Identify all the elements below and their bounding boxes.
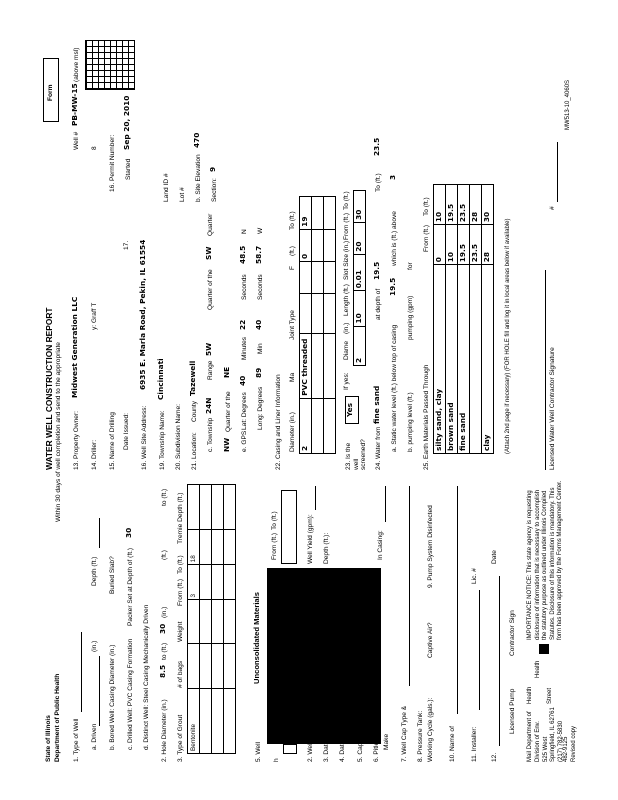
water-to-value: 23.5 bbox=[372, 137, 381, 156]
earth-materials-table bbox=[433, 184, 494, 454]
casing-cell bbox=[300, 262, 312, 294]
earth-row bbox=[482, 185, 494, 454]
north-label: N bbox=[241, 229, 248, 234]
department-label: Department of Public Health bbox=[54, 673, 61, 762]
above-msl-label: (above msl) bbox=[73, 47, 80, 82]
site-elevation-value: 470 bbox=[192, 132, 201, 148]
site-elevation-label: b. Site Elevation bbox=[195, 154, 202, 202]
form-subtitle: Within 30 days of well completion and send to the appropriate bbox=[55, 342, 62, 522]
hole-diameter-label: 2. Hole Diameter (in.) bbox=[161, 699, 168, 762]
earth-material-cell: clay bbox=[482, 265, 494, 454]
static-level-value: 19.5 bbox=[388, 277, 397, 296]
longitude-seconds: 58.7 bbox=[254, 245, 263, 264]
section-value: 9 bbox=[208, 166, 217, 172]
casing-joint-label: Joint Type bbox=[289, 310, 296, 340]
screen-cell: 30 bbox=[354, 191, 366, 223]
section-grid bbox=[85, 40, 135, 90]
pitless-label: 6. Pitless Ad bbox=[373, 725, 380, 762]
earth-materials-label: 25. Earth Materials Passed Through bbox=[423, 364, 430, 470]
earth-from-cell: 23.5 bbox=[470, 225, 482, 265]
type-of-well-label: 1. Type of Well bbox=[73, 718, 80, 762]
screen-cell: 20 bbox=[354, 222, 366, 254]
county-value: Tazewell bbox=[188, 360, 197, 396]
water-depth-value: 19.5 bbox=[372, 261, 381, 280]
latitude-minutes-label: Minutes bbox=[241, 336, 248, 360]
water-from-label: 24. Water from bbox=[375, 426, 382, 470]
unconsolidated-stub-box bbox=[283, 744, 297, 754]
casing-row bbox=[324, 197, 336, 454]
date-issued-label: Date Issued: bbox=[123, 412, 130, 450]
attach-note: (Attach 2nd page if necessary) (FOR HOLE fill and log it in local areas below if available) bbox=[505, 218, 511, 454]
latitude-seconds: 48.5 bbox=[238, 245, 247, 264]
earth-row bbox=[458, 185, 470, 454]
mail-line: (217) 782-5830 bbox=[558, 720, 565, 762]
earth-row bbox=[470, 185, 482, 454]
h-label: h bbox=[273, 758, 280, 762]
well-site-address-value: 6935 E. Marla Road, Pekin, IL 61554 bbox=[138, 239, 147, 390]
longitude-seconds-label: Seconds bbox=[257, 274, 264, 300]
township-n-value: 24N bbox=[204, 397, 213, 414]
casing-from-label: F bbox=[289, 265, 296, 270]
grout-cell bbox=[188, 643, 200, 688]
grout-row bbox=[200, 485, 212, 754]
revised-label: Revised copy bbox=[571, 725, 577, 762]
well-site-address-label: 16. Well Site Address: bbox=[141, 405, 148, 470]
uncons-to-label: To (ft.) bbox=[271, 511, 278, 530]
grout-from-label: From (ft.) bbox=[177, 578, 184, 606]
form-title: WATER WELL CONSTRUCTION REPORT bbox=[44, 307, 54, 470]
redacted-block bbox=[267, 568, 381, 744]
quarter-2-value: NE bbox=[222, 366, 231, 378]
state-label: State of Illinois bbox=[45, 715, 52, 762]
drilling-name-label: 15. Name of Drilling bbox=[109, 412, 116, 470]
driven-line bbox=[99, 656, 100, 726]
screen-row bbox=[354, 191, 366, 366]
captive-air-label: Captive Air? bbox=[427, 622, 434, 658]
casing-cell: PVC threaded bbox=[300, 334, 312, 399]
footer-code: MW513-10_4060S bbox=[565, 79, 571, 130]
screen-to-label: To (ft.) bbox=[343, 191, 350, 210]
earth-to-cell: 30 bbox=[482, 185, 494, 225]
longitude-label: Long: Degrees bbox=[257, 386, 264, 430]
license-hash-label: # bbox=[549, 206, 556, 210]
screened-value: Yes bbox=[345, 396, 359, 424]
pumping-for-label: for bbox=[407, 262, 414, 270]
latitude-minutes: 22 bbox=[238, 319, 247, 330]
casing-cell: 0 bbox=[300, 229, 312, 261]
earth-material-cell: fine sand bbox=[458, 265, 470, 454]
mail-line: Springfield, IL 62761 bbox=[550, 707, 557, 762]
subdivision-label: 20. Subdivision Name: bbox=[175, 404, 182, 470]
pump-disinfected-label: 9. Pump System Disinfected bbox=[427, 505, 434, 588]
grout-row bbox=[212, 485, 224, 754]
grout-cell: Bentonite bbox=[188, 688, 200, 753]
screen-length-label: Length (ft.) bbox=[343, 284, 350, 316]
range-label: Range bbox=[207, 360, 214, 380]
screen-in-label: (in.) bbox=[343, 322, 350, 334]
health-seal-mark bbox=[539, 644, 549, 654]
earth-row bbox=[446, 185, 458, 454]
earth-to-cell: 10 bbox=[434, 185, 446, 225]
license-number-line bbox=[557, 142, 558, 202]
grout-table bbox=[187, 484, 236, 754]
driven-in-label: (in.) bbox=[91, 640, 98, 652]
earth-material-cell: silty sand, clay bbox=[434, 265, 446, 454]
earth-from-label: From (ft.) bbox=[423, 224, 430, 252]
longitude-degrees: 89 bbox=[254, 367, 263, 378]
grout-cell bbox=[188, 600, 200, 643]
packer-set-value: 30 bbox=[124, 527, 133, 538]
earth-to-cell: 28 bbox=[470, 185, 482, 225]
casing-cell: 19 bbox=[300, 197, 312, 230]
hole-to-label: to (ft.) bbox=[161, 642, 168, 660]
well-number-value: PB-MW-15 bbox=[70, 83, 79, 126]
rotated-form-sheet bbox=[39, 30, 579, 770]
mail-address-block bbox=[527, 707, 566, 762]
grout-cell bbox=[188, 485, 200, 530]
hole-in2-label: (in.) bbox=[161, 606, 168, 618]
which-is-label: which is (ft.) above bbox=[391, 211, 398, 266]
casing-cell bbox=[300, 293, 312, 333]
casing-row bbox=[300, 197, 312, 454]
latitude-degrees: 40 bbox=[238, 375, 247, 386]
grout-row bbox=[188, 485, 200, 754]
started-label: Started bbox=[125, 158, 132, 180]
type-of-well-line bbox=[81, 632, 82, 712]
in-casing-line bbox=[385, 486, 386, 522]
gps-label: e. GPS bbox=[241, 430, 248, 452]
name-of-label: 10. Name of bbox=[449, 726, 456, 762]
drill-number-label: 8 bbox=[91, 146, 98, 150]
form-number-label: 482-9125 bbox=[563, 736, 569, 762]
pitless-model-label: Model bbox=[373, 694, 380, 712]
packer-set-label: Packer Set at Depth of (ft.) bbox=[127, 547, 134, 626]
well-cap-line bbox=[409, 486, 410, 686]
pumping-gpm-label: pumping (gpm) bbox=[407, 295, 414, 340]
in-casing-label: In Casing: bbox=[377, 530, 384, 560]
township-name-value: Cincinnati bbox=[156, 358, 165, 400]
longitude-min-label: Min bbox=[257, 343, 264, 354]
screened-label: 23. Is the well screened? bbox=[345, 439, 368, 470]
screen-cell: 10 bbox=[354, 291, 366, 326]
location-label: 21. Location: bbox=[191, 432, 198, 470]
quarter-label: Quarter bbox=[207, 213, 214, 236]
contractor-sign-label: Contractor Sign bbox=[509, 610, 516, 656]
screen-diameter-label: Diame bbox=[343, 340, 350, 360]
well-yield-label: Well Yield (gpm): bbox=[307, 514, 314, 564]
well-use-label: 2. Well Use: bbox=[307, 726, 314, 762]
earth-to-label: To (ft.) bbox=[423, 197, 430, 216]
well-yield-line bbox=[315, 486, 316, 510]
driven-depth-line bbox=[99, 518, 100, 548]
lot-label: Lot # bbox=[179, 187, 186, 202]
date-well-label: 3. Date Well bbox=[323, 726, 330, 762]
casing-info-label: 22. Casing and Liner Information bbox=[275, 374, 282, 470]
township-name-label: 19. Township Name: bbox=[159, 410, 166, 470]
hole-to-value: 30 bbox=[158, 623, 167, 634]
driller-label: 14. Driller: bbox=[91, 439, 98, 470]
grout-type-label: 3. Type of Grout bbox=[177, 714, 184, 762]
casing-cell: 2 bbox=[300, 398, 312, 453]
range-value: 5W bbox=[204, 342, 213, 356]
screen-table bbox=[353, 190, 366, 366]
installer-line bbox=[479, 590, 480, 710]
latitude-label: Lat: Degrees bbox=[241, 392, 248, 430]
casing-diameter-label: Diameter (in.) bbox=[289, 412, 296, 452]
earth-from-cell: 0 bbox=[434, 225, 446, 265]
important-notice: IMPORTANCE NOTICE: This state agency is requesting disclosure of information that is necessary to accomplish the statutory purpose as outlined under Illinois Compiled Statutes. Disclosure of this information is mandatory. This form has been approved by the Forms Management Center. bbox=[527, 480, 563, 640]
earth-row bbox=[434, 185, 446, 454]
started-value: Sep 20, 2010 bbox=[122, 95, 131, 150]
earth-material-cell bbox=[470, 265, 482, 454]
earth-to-cell: 23.5 bbox=[458, 185, 470, 225]
pressure-tank-label: 8. Pressure Tank: bbox=[417, 710, 424, 762]
contractor-signature-label: Licensed Water Well Contractor Signature bbox=[549, 347, 556, 470]
item-12-line bbox=[499, 576, 500, 746]
mail-line: 525 West bbox=[542, 736, 549, 762]
uncons-from-label: From (ft.) bbox=[271, 532, 278, 560]
screen-slot-label: Slot Size (in.) bbox=[343, 240, 350, 280]
quarter-of-label: Quarter of the bbox=[207, 269, 214, 310]
grout-row bbox=[224, 485, 236, 754]
property-owner-label: 13. Property Owner: bbox=[73, 410, 80, 470]
county-label: County bbox=[191, 401, 198, 422]
land-id-label: Land ID # bbox=[163, 173, 170, 202]
casing-row bbox=[312, 197, 324, 454]
mail-line: Mail Department of bbox=[527, 711, 533, 762]
licensed-pump-label: Licensed Pump bbox=[509, 688, 516, 734]
driller-note: y: Graff T bbox=[91, 302, 98, 330]
buried-slab-label: Buried Slab? bbox=[109, 556, 116, 594]
hole-from-label: to (ft.) bbox=[161, 488, 168, 506]
installer-lic-label: Lic. # bbox=[471, 568, 478, 584]
form-label: Form bbox=[47, 84, 54, 101]
earth-from-cell: 10 bbox=[446, 225, 458, 265]
casing-ft-label: (ft.) bbox=[289, 246, 296, 256]
well-section-label: 5. Well bbox=[255, 741, 262, 762]
which-is-value: 3 bbox=[388, 174, 397, 180]
quarter-of2-label: Quarter of the bbox=[225, 391, 232, 432]
driven-label: a. Driven bbox=[91, 723, 98, 750]
drilled-well-label: c. Drilled Well: PVC Casing Formation bbox=[127, 638, 134, 750]
property-owner-value: Midwest Generation LLC bbox=[70, 296, 79, 398]
pumping-level-label: b. pumping level (ft.) bbox=[407, 392, 414, 452]
earth-material-cell: brown sand bbox=[446, 265, 458, 454]
well-depth-label: Depth (ft.): bbox=[323, 532, 330, 564]
west-label: W bbox=[257, 227, 264, 234]
form-label-box bbox=[43, 58, 59, 122]
pitless-make-label: Make bbox=[383, 733, 390, 750]
name-of-line bbox=[457, 486, 458, 714]
longitude-minutes: 40 bbox=[254, 319, 263, 330]
grout-tremie-label: Tremie Depth (ft.) bbox=[177, 492, 184, 544]
unconsolidated-heading: Unconsolidated Materials bbox=[252, 592, 261, 684]
casing-to-label: To (ft.) bbox=[289, 211, 296, 230]
permit-number-label: 16. Permit Number: bbox=[109, 134, 116, 192]
earth-from-cell: 19.5 bbox=[458, 225, 470, 265]
grout-bags-label: # of bags bbox=[177, 660, 184, 688]
working-cycle-label: Working Cycle (gals.): bbox=[427, 697, 434, 762]
grout-weight-label: Weight bbox=[177, 621, 184, 642]
well-number-label: Well # bbox=[73, 131, 80, 150]
well-cap-label: 7. Well Cap Type & bbox=[401, 705, 408, 762]
screen-cell: 0.01 bbox=[354, 254, 366, 291]
screen-cell: 2 bbox=[354, 326, 366, 365]
bored-well-label: b. Bored Well: Casing Diameter (in.) bbox=[109, 644, 116, 750]
distinct-well-label: d. Distinct Well: Steel Casing Mechanically Driven bbox=[143, 604, 150, 750]
earth-to-cell: 19.5 bbox=[446, 185, 458, 225]
if-yes-label: If yes: bbox=[343, 372, 350, 390]
date-primed-label: 4. Date Primed bbox=[339, 718, 346, 762]
section-label: Section: bbox=[211, 178, 218, 202]
latitude-seconds-label: Seconds bbox=[241, 274, 248, 300]
township-n-label: c. Township bbox=[207, 417, 214, 452]
capacity-label: 5. Capacity bbox=[357, 729, 364, 762]
uncons-table-stub bbox=[281, 490, 297, 564]
grout-cell: 3 bbox=[188, 565, 200, 600]
il-health-label: Health bbox=[535, 660, 541, 678]
mail-line: Division of Env. bbox=[534, 721, 541, 762]
mail-health-label: Health bbox=[527, 686, 533, 704]
casing-material-label: Ma bbox=[289, 372, 296, 382]
mail-street-label: Street bbox=[547, 687, 553, 704]
item-12-date-label: Date bbox=[491, 550, 498, 564]
grout-cell: 18 bbox=[188, 530, 200, 565]
hole-ft-label: (ft.) bbox=[161, 550, 168, 560]
installer-label: 11. Installer: bbox=[471, 726, 478, 762]
signature-line bbox=[545, 270, 546, 470]
item-17-label: 17. bbox=[123, 240, 130, 250]
driven-depth-label: Depth (ft.) bbox=[91, 556, 98, 586]
grout-to-label: To (ft.) bbox=[177, 555, 184, 574]
water-from-value: fine sand bbox=[372, 385, 381, 424]
screen-from-label: From (ft.) bbox=[343, 212, 350, 240]
earth-from-cell: 28 bbox=[482, 225, 494, 265]
static-level-label: a. Static water level (ft.) below top of casing bbox=[391, 324, 398, 452]
water-to-label: To (ft.) bbox=[375, 173, 382, 192]
quarter-1-value: NW bbox=[222, 437, 231, 452]
item-12-label: 12. bbox=[491, 752, 498, 762]
casing-table bbox=[299, 196, 336, 454]
water-depth-label: at depth of bbox=[375, 288, 382, 320]
hole-diameter-value: 8.5 bbox=[158, 664, 167, 678]
quarter-3-value: SW bbox=[204, 246, 213, 260]
